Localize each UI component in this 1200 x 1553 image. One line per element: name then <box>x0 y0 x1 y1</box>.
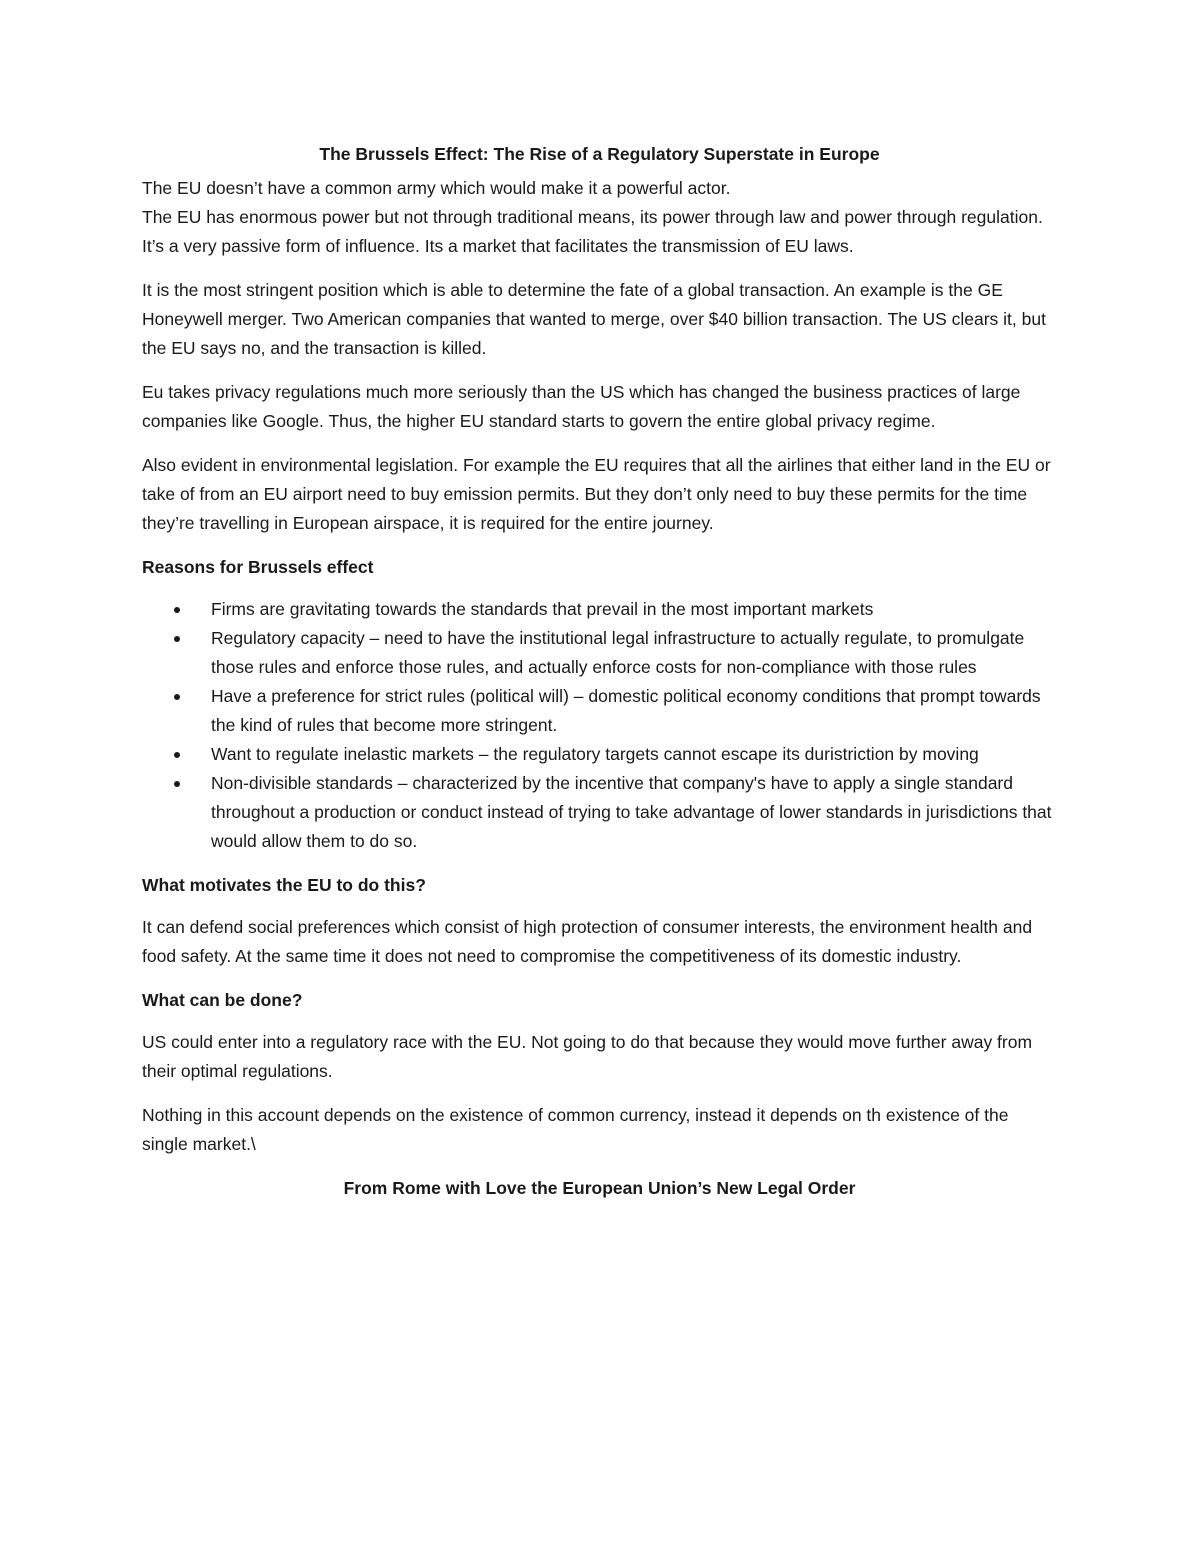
paragraph-privacy: Eu takes privacy regulations much more seriously than the US which has changed the business practices of large companies like Google. Thus, the higher EU standard starts to govern the entire global privacy regime. <box>142 382 1021 431</box>
paragraph-motivates: It can defend social preferences which consist of high protection of consumer interests, the environment health and food safety. At the same time it does not need to compromise the competitiveness of its domestic industry. <box>142 917 1033 966</box>
list-item <box>142 595 1057 624</box>
paragraph-regulatory-race: US could enter into a regulatory race with the EU. Not going to do that because they would move further away from their optimal regulations. <box>142 1032 1033 1081</box>
document-page <box>142 140 1057 1203</box>
bullet-icon <box>174 752 180 758</box>
reasons-list <box>142 595 1057 856</box>
reason-text: Firms are gravitating towards the standards that prevail in the most important markets <box>211 599 874 619</box>
bullet-icon <box>174 636 180 642</box>
list-item <box>142 769 1057 856</box>
paragraph-single-market: Nothing in this account depends on the existence of common currency, instead it depends on th existence of the single market.\ <box>142 1105 1009 1154</box>
bullet-icon <box>174 694 180 700</box>
intro-line-power: The EU has enormous power but not through traditional means, its power through law and power through regulation. It’s a very passive form of influence. Its a market that facilitates the transmission of EU laws. <box>142 207 1043 256</box>
list-item <box>142 682 1057 740</box>
reason-text: Non-divisible standards – characterized by the incentive that company's have to apply a single standard throughout a production or conduct instead of trying to take advantage of lower standards in jurisdictions that would allow them to do so. <box>211 773 1052 851</box>
list-item <box>142 740 1057 769</box>
document-title: The Brussels Effect: The Rise of a Regulatory Superstate in Europe <box>319 144 880 164</box>
paragraph-environment: Also evident in environmental legislation. For example the EU requires that all the airlines that either land in the EU or take of from an EU airport need to buy emission permits. But they don’t only need to buy these permits for the time they’re travelling in European airspace, it is required for the entire journey. <box>142 455 1051 533</box>
reason-text: Have a preference for strict rules (political will) – domestic political economy conditions that prompt towards the kind of rules that become more stringent. <box>211 686 1041 735</box>
list-item <box>142 624 1057 682</box>
intro-line-army: The EU doesn’t have a common army which would make it a powerful actor. <box>142 178 731 198</box>
heading-reasons: Reasons for Brussels effect <box>142 557 374 577</box>
bullet-icon <box>174 781 180 787</box>
intro-paragraph <box>142 174 1057 261</box>
bullet-icon <box>174 607 180 613</box>
paragraph-stringent-position: It is the most stringent position which is able to determine the fate of a global transaction. An example is the GE Honeywell merger. Two American companies that wanted to merge, over $40 billion transaction. The US clears it, but the EU says no, and the transaction is killed. <box>142 280 1046 358</box>
heading-what-can-be-done: What can be done? <box>142 990 303 1010</box>
reason-text: Regulatory capacity – need to have the institutional legal infrastructure to actually regulate, to promulgate those rules and enforce those rules, and actually enforce costs for non-compliance with those rules <box>211 628 1025 677</box>
heading-motivates: What motivates the EU to do this? <box>142 875 426 895</box>
reason-text: Want to regulate inelastic markets – the regulatory targets cannot escape its duristriction by moving <box>211 744 979 764</box>
closing-title: From Rome with Love the European Union’s New Legal Order <box>343 1178 856 1198</box>
